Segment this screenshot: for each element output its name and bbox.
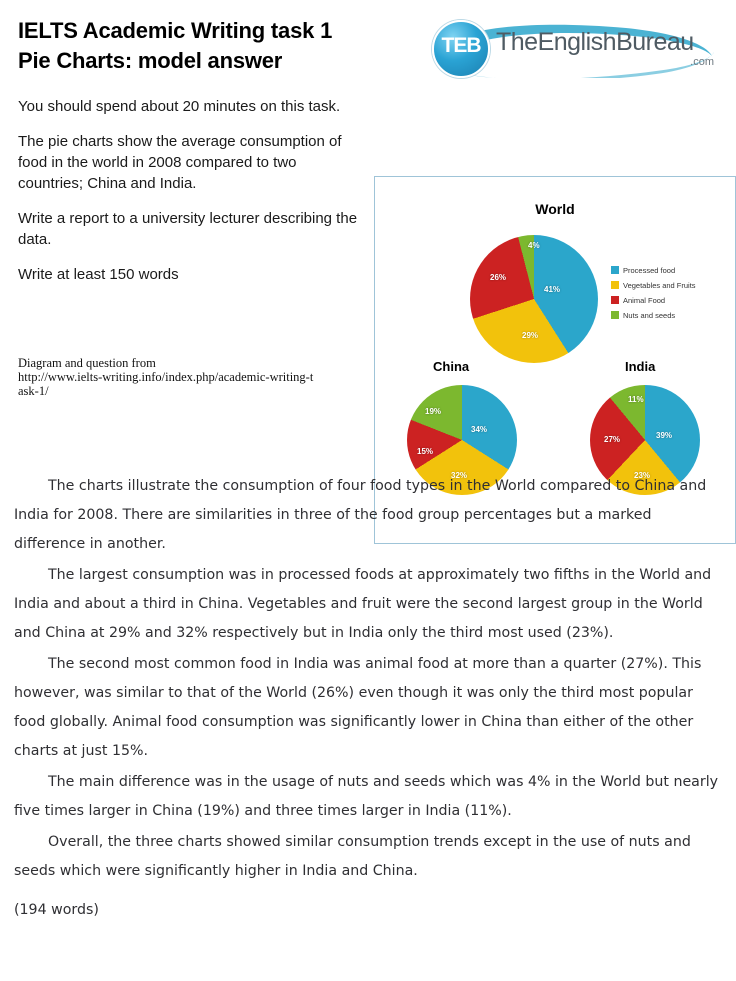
source-url[interactable]: http://www.ielts-writing.info/index.php/academic-writing-task-1/ — [18, 370, 314, 398]
document-header — [14, 10, 722, 88]
slice-label-china-vegetables: 32% — [451, 471, 468, 480]
source-label: Diagram and question from — [18, 356, 156, 370]
logo-wordmark: TheEnglishBureau — [496, 28, 694, 56]
slice-label-world-processed: 41% — [544, 285, 561, 294]
logo-badge-text: TEB — [441, 34, 481, 57]
logo-dotcom: .com — [690, 56, 714, 68]
slice-label-india-animal: 27% — [604, 435, 621, 444]
logo-badge — [432, 20, 490, 78]
instruction-wordcount: Write at least 150 words — [18, 266, 179, 283]
task-instructions — [18, 96, 363, 299]
legend-item-vegetables-fruits — [611, 280, 731, 290]
page-title — [18, 16, 448, 76]
essay-paragraph-5: Overall, the three charts showed similar consumption trends except in the use of nuts and seeds which were significantly higher in India and China. — [14, 834, 691, 879]
legend-item-animal-food — [611, 295, 731, 305]
model-answer-essay — [14, 472, 722, 927]
chart-title-india: India — [625, 359, 656, 374]
essay-paragraph-4: The main difference was in the usage of nuts and seeds which was 4% in the World but nearly five times larger in China (19%) and three times larger in India (11%). — [14, 774, 719, 819]
legend-label-animal-food: Animal Food — [623, 295, 666, 305]
legend-swatch-vegetables-fruits — [611, 281, 619, 289]
legend-swatch-nuts-seeds — [611, 311, 619, 319]
essay-word-count: (194 words) — [14, 902, 99, 918]
essay-paragraph-2: The largest consumption was in processed foods at approximately two fifths in the World and India and about a third in China. Vegetables and fruit were the second largest group in the World and China at 29% and 32% respectively but in India only the third most used (23%). — [14, 567, 712, 641]
slice-label-china-nuts: 19% — [425, 407, 442, 416]
slice-label-india-nuts: 11% — [628, 395, 644, 404]
slice-label-world-animal: 26% — [490, 273, 507, 282]
page-title-line-1: IELTS Academic Writing task 1 — [18, 18, 333, 43]
page-title-line-2: Pie Charts: model answer — [18, 48, 283, 73]
legend-label-vegetables-fruits: Vegetables and Fruits — [623, 280, 696, 290]
legend-label-processed-food: Processed food — [623, 265, 676, 275]
slice-label-world-vegetables: 29% — [522, 331, 539, 340]
source-credit — [18, 356, 318, 398]
instruction-report: Write a report to a university lecturer describing the data. — [18, 210, 358, 248]
legend-swatch-processed-food — [611, 266, 619, 274]
chart-title-world: World — [535, 201, 575, 217]
legend-item-nuts-seeds — [611, 310, 731, 320]
legend-swatch-animal-food — [611, 296, 619, 304]
chart-title-china: China — [433, 359, 470, 374]
slice-label-world-nuts: 4% — [528, 241, 540, 250]
task-prompt-section — [14, 88, 722, 480]
instruction-time: You should spend about 20 minutes on this task. — [18, 98, 341, 115]
slice-label-india-processed: 39% — [656, 431, 673, 440]
chart-legend — [611, 265, 731, 325]
legend-item-processed-food — [611, 265, 731, 275]
slice-label-china-processed: 34% — [471, 425, 488, 434]
legend-label-nuts-seeds: Nuts and seeds — [623, 310, 676, 320]
essay-paragraph-1: The charts illustrate the consumption of four food types in the World compared to China and India for 2008. There are similarities in three of the food group percentages but a marked difference in another. — [14, 478, 707, 552]
site-logo — [426, 18, 716, 80]
instruction-description: The pie charts show the average consumption of food in the world in 2008 compared to two countries; China and India. — [18, 133, 342, 192]
slice-label-india-vegetables: 23% — [634, 471, 651, 480]
pie-chart-world — [470, 235, 598, 363]
essay-paragraph-3: The second most common food in India was animal food at more than a quarter (27%). This however, was similar to that of the World (26%) even though it was only the third most popular food globally. Animal food consumption was significantly lower in China than either of the other charts at just 15%. — [14, 656, 702, 759]
slice-label-china-animal: 15% — [417, 447, 434, 456]
